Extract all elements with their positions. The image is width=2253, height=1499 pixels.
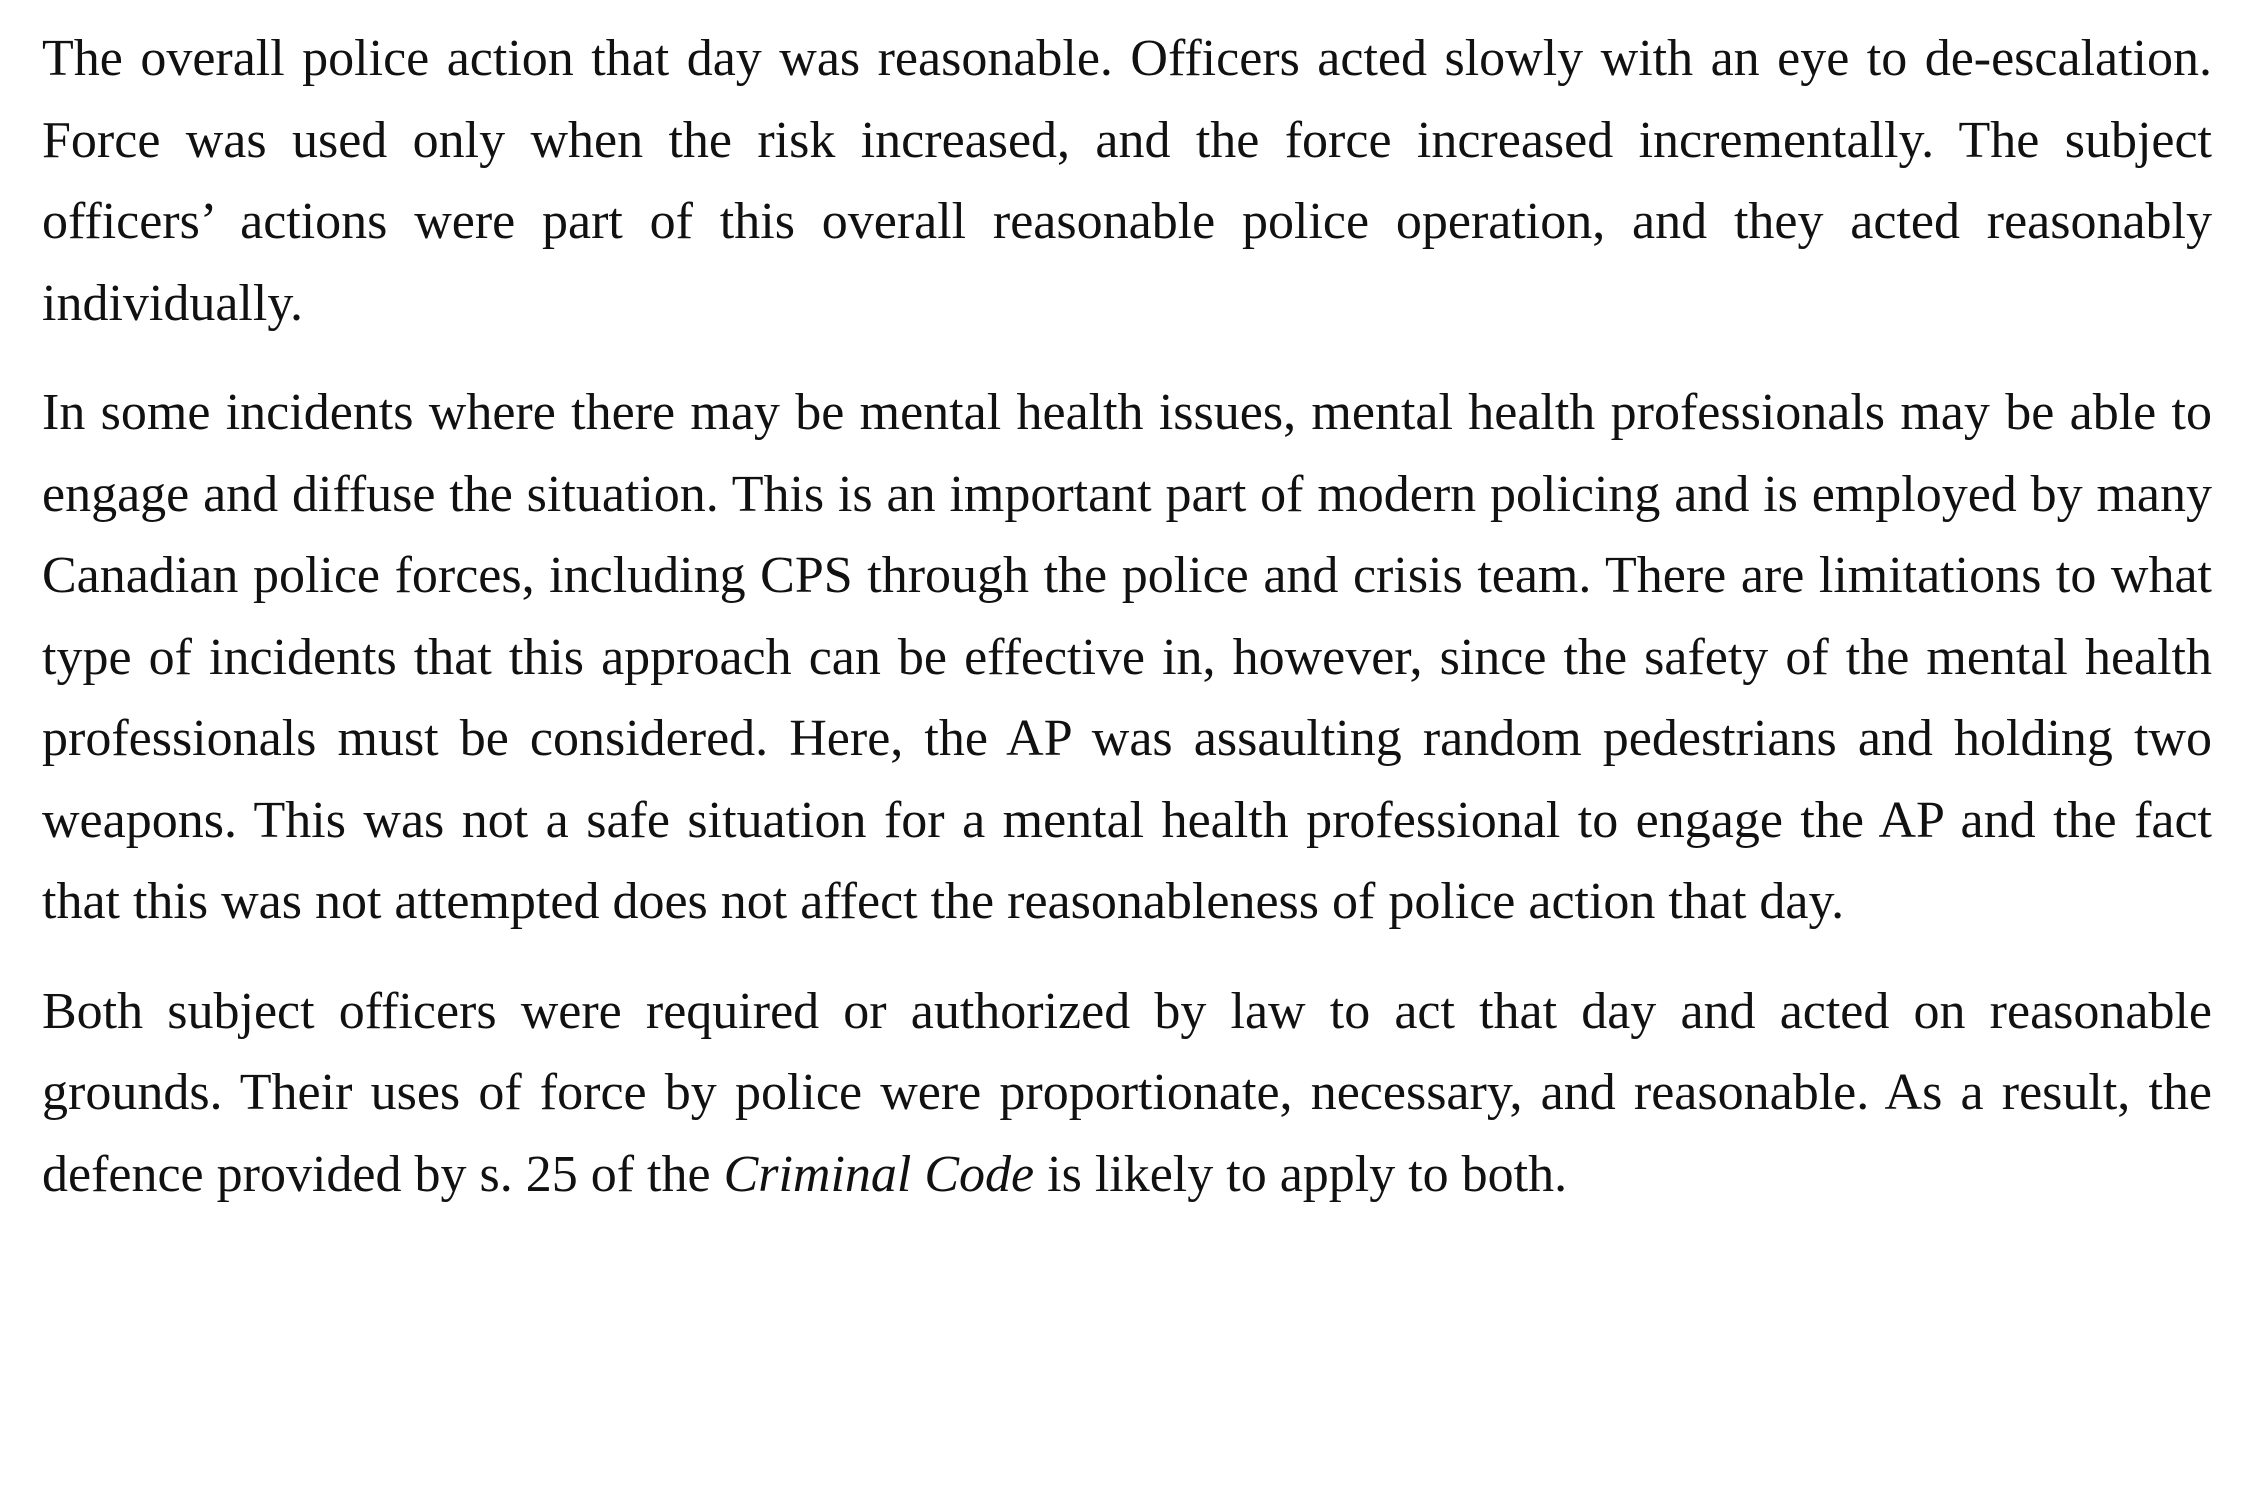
paragraph-police-action: The overall police action that day was reasonable. Officers acted slowly with an eye to de-escalation. Force was used only when the risk increased, and the force increased incrementally. The subject officers’ actions were part of this overall reasonable police operation, and they acted reasonably individually. — [42, 30, 2212, 332]
paragraph-mental-health: In some incidents where there may be mental health issues, mental health professionals may be able to engage and diffuse the situation. This is an important part of modern policing and is employed by many Canadian police forces, including CPS through the police and crisis team. There are limitations to what type of incidents that this approach can be effective in, however, since the safety of the mental health professionals must be considered. Here, the AP was assaulting random pedestrians and holding two weapons. This was not a safe situation for a mental health professional to engage the AP and the fact that this was not attempted does not affect the reasonableness of police action that day. — [42, 384, 2212, 930]
conclusion-text-start: Both subject officers were required or authorized by law to act that day and acted on reasonable grounds. Their uses of force by police were proportionate, necessary, and reasonable. As a result, the defence provided by s. 25 of the — [42, 982, 2212, 1203]
conclusion-text-end: is likely to apply to both. — [1034, 1145, 1568, 1203]
paragraph-conclusion — [42, 971, 2212, 1216]
criminal-code-citation: Criminal Code — [723, 1145, 1035, 1203]
document-body — [42, 18, 2212, 1215]
